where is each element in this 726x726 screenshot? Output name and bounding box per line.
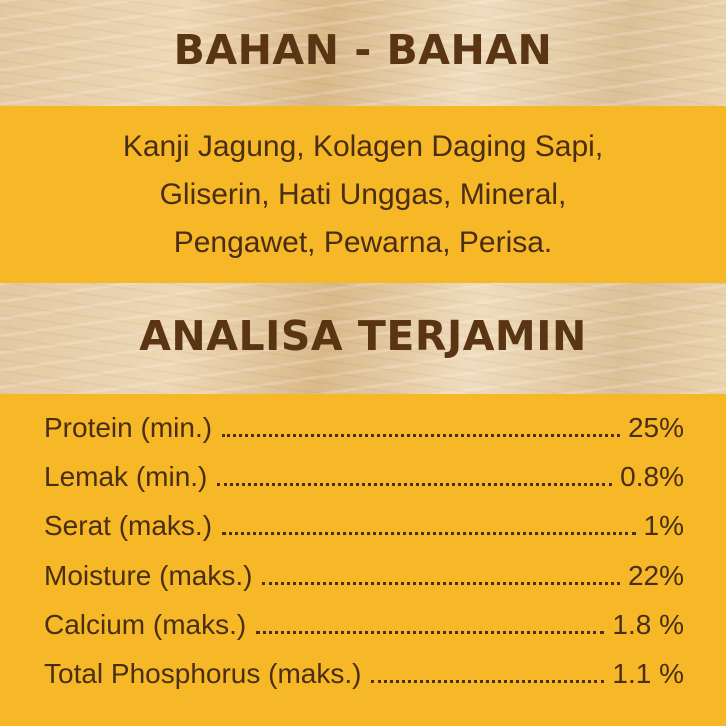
analysis-row-phosphorus — [44, 652, 684, 692]
analysis-panel — [0, 394, 726, 726]
analysis-row-moisture — [44, 554, 684, 594]
dot-leader — [217, 483, 612, 486]
analysis-value: 25% — [627, 412, 684, 443]
analysis-row-protein — [44, 406, 684, 446]
ingredients-line: Pengawet, Pewarna, Perisa. — [173, 225, 553, 259]
analysis-label: Moisture (maks.) — [44, 560, 253, 591]
ingredients-header-band — [0, 0, 726, 106]
analysis-value: 1.1 % — [612, 658, 684, 689]
analysis-value: 1% — [643, 510, 684, 541]
dot-leader — [262, 582, 619, 585]
analysis-row-calcium — [44, 603, 684, 643]
dot-leader — [222, 532, 636, 535]
analysis-header-band — [0, 283, 726, 394]
analysis-label: Serat (maks.) — [44, 510, 213, 541]
dot-leader — [371, 680, 604, 683]
analysis-value: 0.8% — [620, 461, 684, 492]
ingredients-line: Gliserin, Hati Unggas, Mineral, — [159, 177, 567, 211]
analysis-row-lemak — [44, 455, 684, 495]
ingredients-panel — [0, 106, 726, 283]
analysis-heading: ANALISA TERJAMIN — [139, 311, 587, 360]
analysis-label: Lemak (min.) — [44, 461, 208, 492]
analysis-label: Protein (min.) — [44, 412, 213, 443]
analysis-label: Calcium (maks.) — [44, 609, 247, 640]
ingredients-line: Kanji Jagung, Kolagen Daging Sapi, — [122, 129, 604, 163]
dot-leader — [222, 434, 620, 437]
dot-leader — [256, 631, 604, 634]
analysis-value: 1.8 % — [612, 609, 684, 640]
analysis-value: 22% — [627, 560, 684, 591]
analysis-row-serat — [44, 504, 684, 544]
analysis-label: Total Phosphorus (maks.) — [44, 658, 362, 689]
ingredients-heading: BAHAN - BAHAN — [173, 26, 553, 74]
